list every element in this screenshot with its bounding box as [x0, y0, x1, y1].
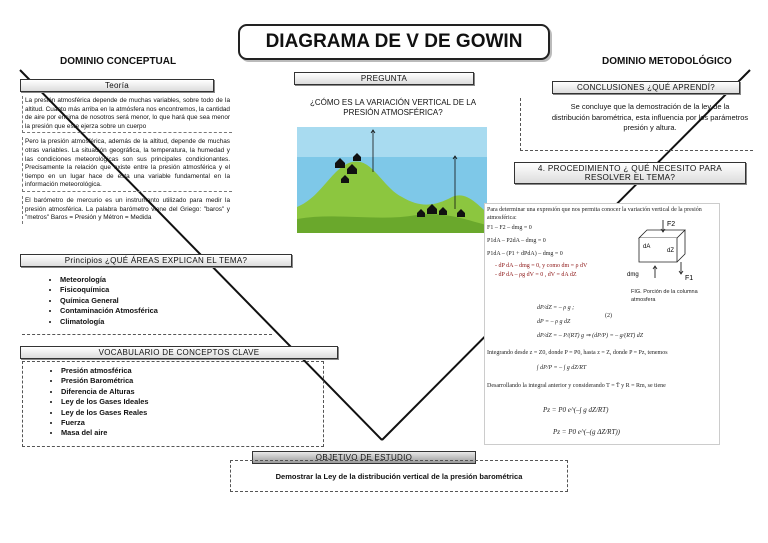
vocabulary-item: • Fuerza	[61, 418, 323, 428]
page-title: DIAGRAMA DE V DE GOWIN	[238, 24, 550, 60]
air-column-figure	[625, 218, 705, 282]
theory-paragraph-1: La presión atmosférica depende de muchas variables, sobre todo de la altitud. Cuanto más arriba en la atmósfera nos encontremos, la cantidad de aire por encima de nosotros será menor, lo que hará que sea menor la presión que este ejerza sobre un cuerpo	[22, 96, 232, 133]
procedure-label: 4. PROCEDIMIENTO ¿ QUÉ NECESITO PARA RESOLVER EL TEMA?	[514, 162, 746, 184]
procedure-eq-7: dP = – ρ g dZ	[537, 319, 571, 325]
procedure-eq-3: P1dA – (P1 + dPdA) – dmg = 0	[487, 251, 563, 257]
principle-item: • Contaminación Atmosférica	[60, 306, 272, 316]
vocabulary-label: VOCABULARIO DE CONCEPTOS CLAVE	[20, 346, 338, 359]
procedure-intro: Para determinar una expresión que nos permita conocer la variación vertical de la presión atmosférica:	[487, 207, 702, 221]
objective-label: OBJETIVO DE ESTUDIO	[252, 451, 476, 464]
research-question: ¿CÓMO ES LA VARIACIÓN VERTICAL DE LA PRESIÓN ATMOSFÉRICA?	[309, 98, 477, 117]
procedure-panel	[484, 203, 720, 445]
vocabulary-item: • Masa del aire	[61, 428, 323, 438]
procedure-eq-5: - dP dA – ρg dV = 0 , dV = dA dZ	[495, 272, 577, 278]
methodological-domain-heading: DOMINIO METODOLÓGICO	[602, 56, 732, 67]
theory-paragraph-3: El barómetro de mercurio es un instrumento utilizado para medir la presión atmosférica. La palabra barómetro viene del Griego: "baros" y "metros" Baros = Presión y Métron = Medida	[22, 196, 232, 224]
procedure-eq-1: F1 – F2 – dmg = 0	[487, 225, 532, 231]
procedure-integration-text: Integrando desde z = Z0, donde P = P0, hasta z = Z, donde P = Pz, tenemos	[487, 350, 668, 356]
procedure-eq-8: dP/dZ = – P/(RT) g ⇒ (dP/P) = – g/(RT) dZ	[537, 333, 644, 339]
procedure-eq-6: dP/dZ = – ρ g ;	[537, 305, 575, 311]
figure-caption: FIG. Porción de la columna atmosfera	[631, 289, 698, 303]
conceptual-domain-heading: DOMINIO CONCEPTUAL	[60, 56, 177, 67]
principles-label: Principios ¿QUÉ ÁREAS EXPLICAN EL TEMA?	[20, 254, 292, 267]
principles-panel	[22, 270, 272, 335]
objective-text: Demostrar la Ley de la distribución vertical de la presión barométrica	[275, 471, 523, 481]
principle-item: • Meteorología	[60, 275, 272, 285]
mountain-illustration	[297, 127, 487, 233]
vocabulary-panel	[22, 361, 324, 447]
vocabulary-item: • Presión atmosférica	[61, 366, 323, 376]
label-f1: F1	[685, 275, 694, 282]
conclusions-text: Se concluye que la demostración de la ley de la distribución barométrica, esta influencia por los parámetros presión y altura.	[551, 102, 749, 132]
theory-paragraph-2: Pero la presión atmosférica, además de la altitud, depende de muchas otras variables. La situación geográfica, la temperatura, la humedad y las condiciones meteorológicas son sus principales condicionantes. Precisamente la relación que existe entre la presión atmosférica y el tiempo en un lugar hace de esta una variable fundamental en la información meteorológica.	[22, 137, 232, 192]
procedure-eq-4: - dP dA – dmg = 0, y como dm = ρ dV	[495, 263, 588, 269]
vocabulary-item: • Ley de los Gases Ideales	[61, 397, 323, 407]
procedure-eq-11: Pz = P0 e^(–(g ΔZ/RT))	[553, 428, 620, 436]
vocabulary-item: • Diferencia de Alturas	[61, 387, 323, 397]
principle-item: • Química General	[60, 296, 272, 306]
label-da: dA	[643, 244, 651, 250]
procedure-development-text: Desarrollando la integral anterior y considerando T = T̄ y R = Rm, se tiene	[487, 383, 666, 389]
label-dz: dZ	[667, 248, 675, 254]
label-dmg: dmg	[627, 272, 639, 278]
objective-panel	[230, 460, 568, 492]
vocabulary-item: • Ley de los Gases Reales	[61, 408, 323, 418]
procedure-eq-9: ∫ dP/P = – ∫ g dZ/RT	[537, 365, 587, 371]
procedure-eq-2: P1dA – P2dA – dmg = 0	[487, 238, 546, 244]
conclusions-label: CONCLUSIONES ¿QUÉ APRENDÍ?	[552, 81, 740, 94]
procedure-eq-10: Pz = P0 e^(–∫ g dZ/RT)	[543, 406, 609, 414]
principle-item: • Fisicoquímica	[60, 285, 272, 295]
label-f2: F2	[667, 221, 676, 228]
theory-label: Teoría	[20, 79, 214, 92]
equation-number: (2)	[605, 313, 612, 319]
vocabulary-item: • Presión Barométrica	[61, 376, 323, 386]
principle-item: • Climatología	[60, 317, 272, 327]
conclusions-panel	[520, 98, 753, 151]
question-label: PREGUNTA	[294, 72, 474, 85]
